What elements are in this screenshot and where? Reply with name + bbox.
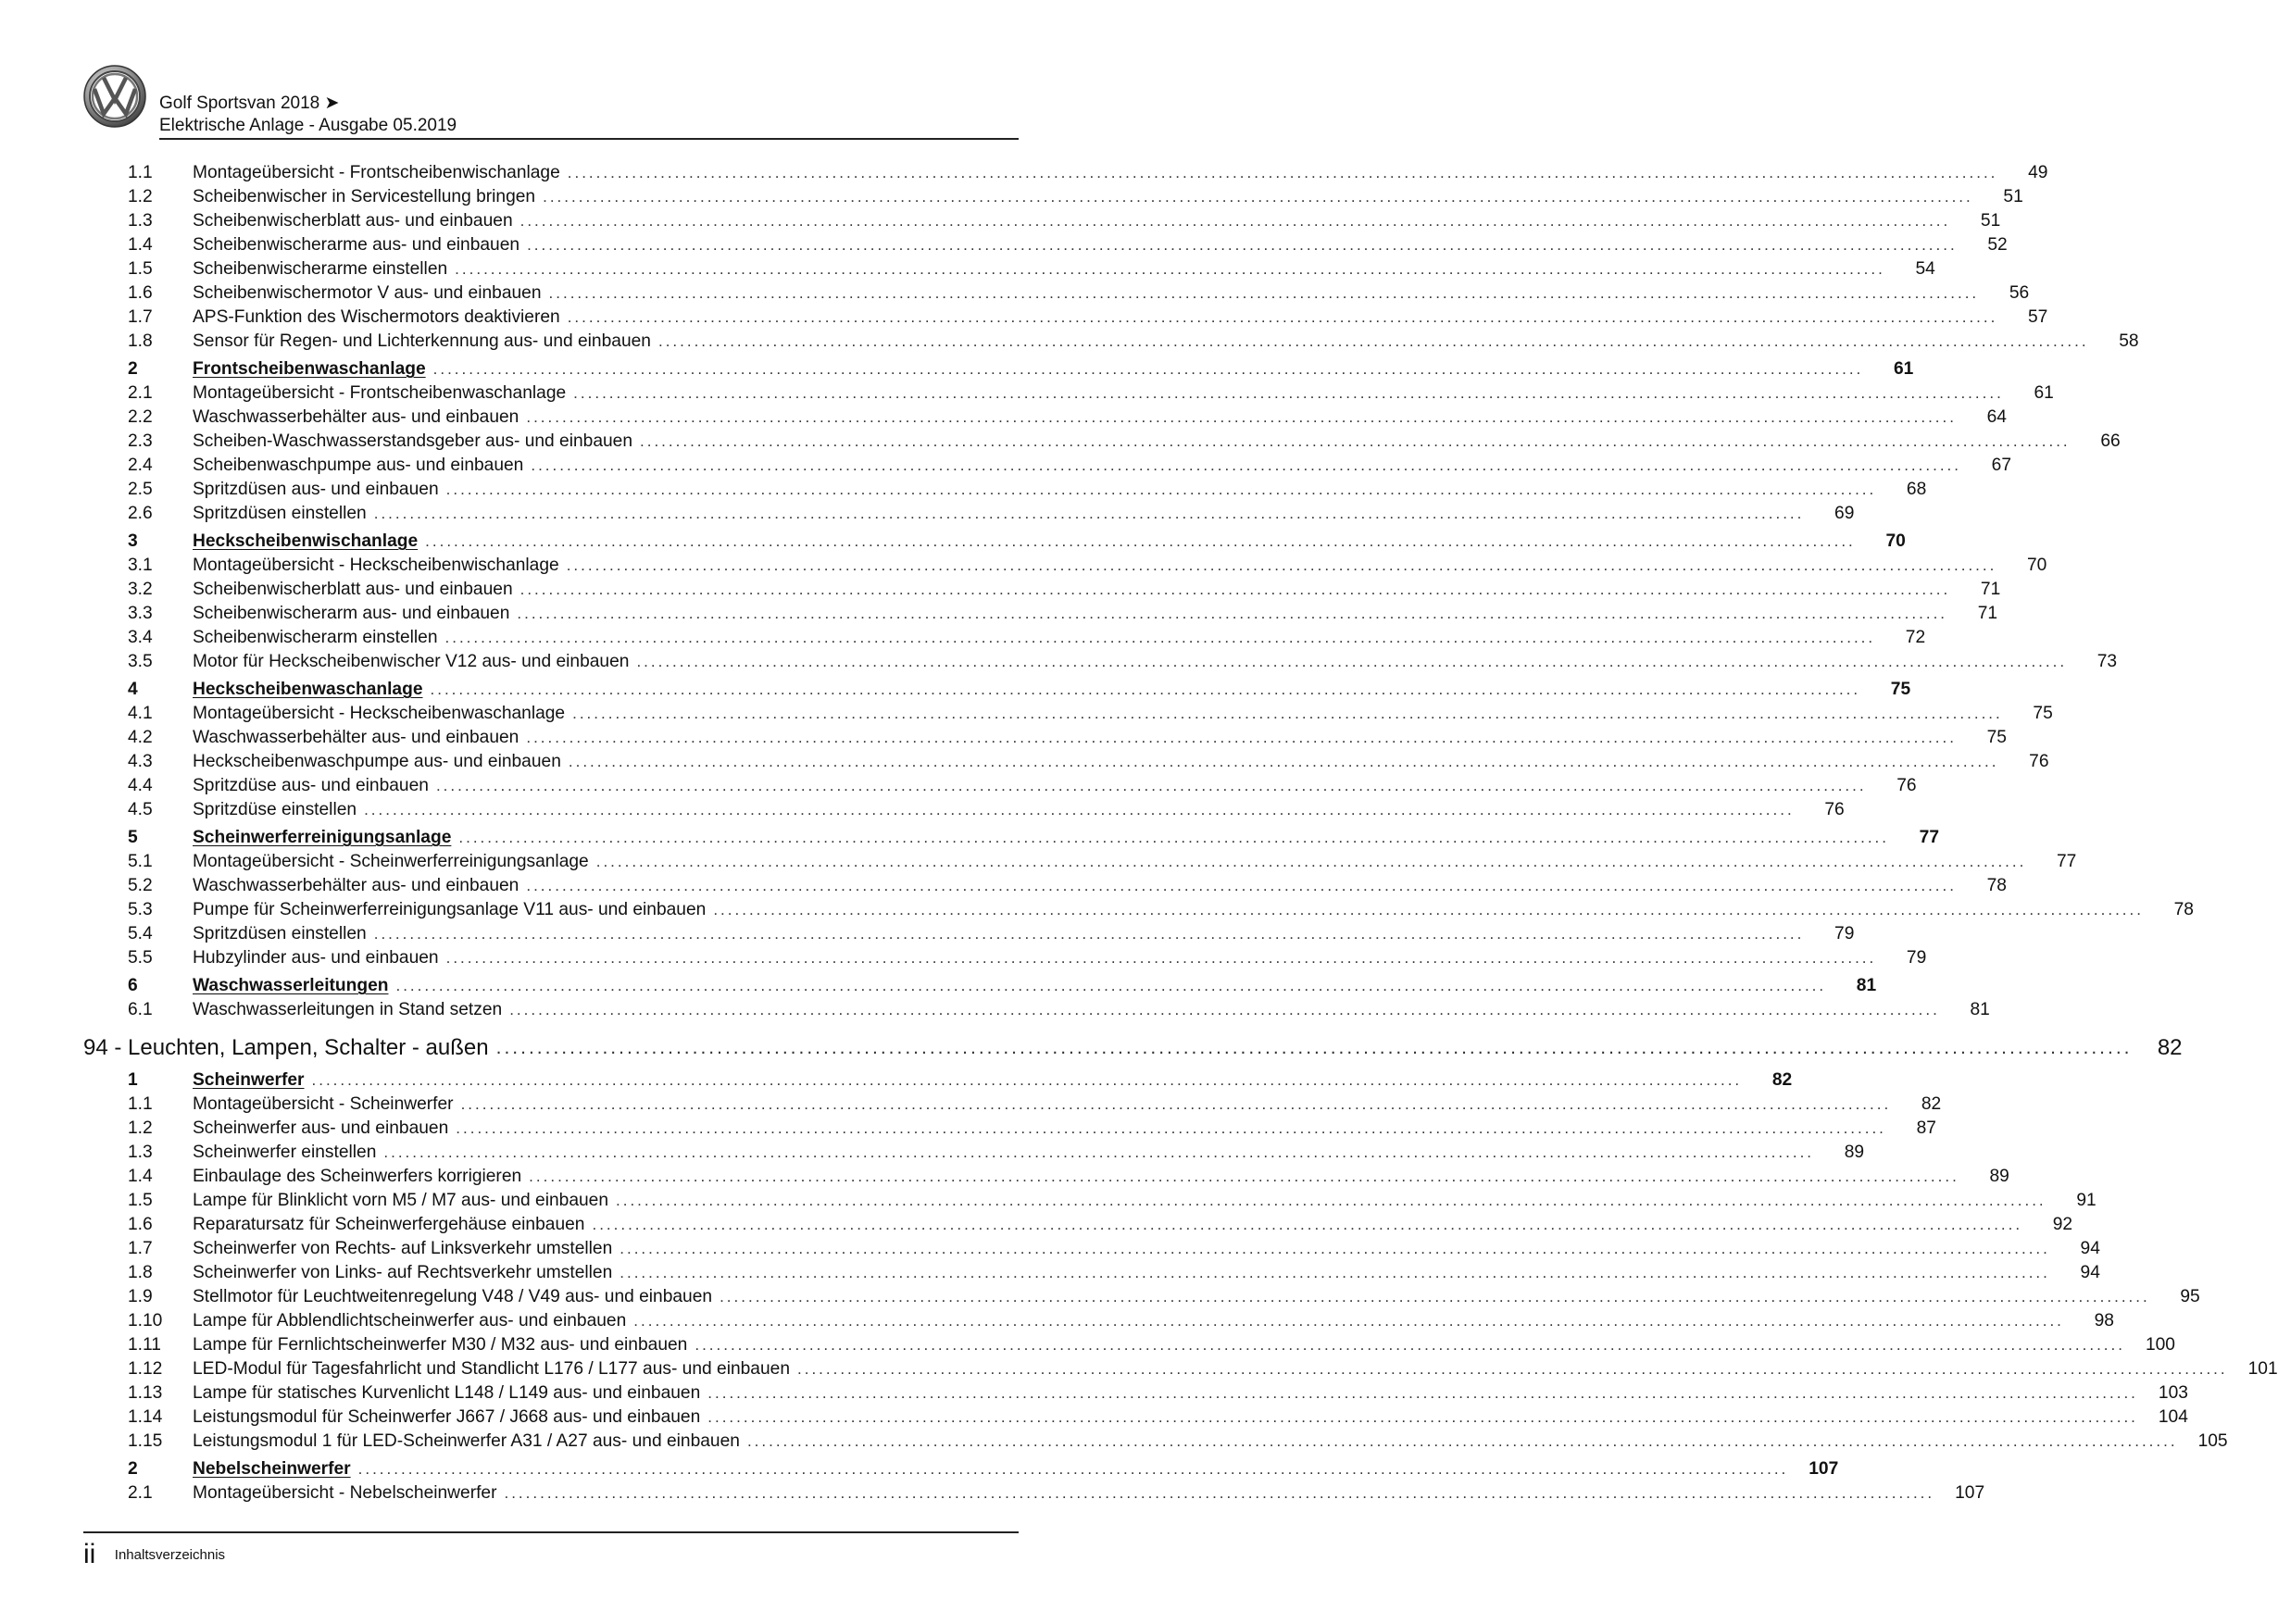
toc-item-row[interactable] <box>83 1381 2188 1405</box>
table-of-contents <box>83 161 2278 1505</box>
toc-page-number: 101 <box>2247 1359 2278 1379</box>
toc-dot-leader: ........................................................................................................................................................................................................ <box>456 1119 1886 1137</box>
toc-dot-leader: ........................................................................................................................................................................................................ <box>445 949 1877 967</box>
toc-dot-leader: ........................................................................................................................................................................................................ <box>455 260 1885 278</box>
toc-page-number: 79 <box>1906 948 1927 968</box>
toc-title: Spritzdüsen einstellen <box>193 924 367 943</box>
toc-dot-leader: ........................................................................................................................................................................................................ <box>720 1288 2150 1305</box>
toc-page-number: 77 <box>1919 828 1940 847</box>
toc-title: Montageübersicht - Scheinwerferreinigungsanlage <box>193 852 589 871</box>
header-model: Golf Sportsvan 2018 ➤ <box>159 94 340 113</box>
toc-number: 1.7 <box>128 1239 153 1258</box>
toc-page-number: 49 <box>2028 163 2048 182</box>
toc-title: Heckscheibenwaschanlage <box>193 680 423 699</box>
toc-number: 2 <box>128 1459 138 1479</box>
toc-title: Leistungsmodul 1 für LED-Scheinwerfer A31 / A27 aus- und einbauen <box>193 1431 740 1451</box>
toc-title: Nebelscheinwerfer <box>193 1459 351 1479</box>
toc-section-row[interactable] <box>83 1068 1793 1093</box>
toc-item-row[interactable] <box>83 1093 1942 1117</box>
toc-title: Spritzdüse aus- und einbauen <box>193 776 429 795</box>
toc-title: Lampe für statisches Kurvenlicht L148 / L149 aus- und einbauen <box>193 1383 701 1403</box>
toc-dot-leader: ........................................................................................................................................................................................................ <box>435 777 1867 794</box>
toc-title: Scheinwerfer <box>193 1070 305 1090</box>
toc-page-number: 73 <box>2097 652 2118 671</box>
toc-title: Spritzdüse einstellen <box>193 800 357 819</box>
toc-page-number: 91 <box>2076 1191 2097 1210</box>
toc-title: Scheibenwischerarme einstellen <box>193 259 448 279</box>
toc-item-row[interactable] <box>83 1165 2009 1189</box>
toc-title: Scheibenwischer in Servicestellung bringen <box>193 187 536 206</box>
toc-item-row[interactable] <box>83 578 2001 602</box>
toc-item-row[interactable] <box>83 874 2007 898</box>
toc-page-number: 76 <box>2029 752 2049 771</box>
toc-number: 4.5 <box>128 800 153 819</box>
toc-dot-leader: ........................................................................................................................................................................................................ <box>527 236 1958 254</box>
toc-number: 3.4 <box>128 628 153 647</box>
toc-dot-leader: ........................................................................................................................................................................................................ <box>592 1216 2023 1233</box>
toc-dot-leader: ........................................................................................................................................................................................................ <box>526 408 1957 426</box>
toc-title: Scheibenwischerblatt aus- und einbauen <box>193 211 513 231</box>
toc-item-row[interactable] <box>83 478 1927 502</box>
toc-number: 1.6 <box>128 283 153 303</box>
toc-number: 1.9 <box>128 1287 153 1306</box>
toc-title: Scheinwerfer einstellen <box>193 1143 377 1162</box>
toc-title: Einbaulage des Scheinwerfers korrigieren <box>193 1167 522 1186</box>
toc-title: 94 - Leuchten, Lampen, Schalter - außen <box>83 1035 489 1060</box>
toc-dot-leader: ........................................................................................................................................................................................................ <box>430 681 1861 698</box>
toc-number: 1.5 <box>128 1191 153 1210</box>
toc-title: Scheinwerferreinigungsanlage <box>193 828 452 847</box>
toc-title: Waschwasserbehälter aus- und einbauen <box>193 876 519 895</box>
toc-page-number: 100 <box>2145 1335 2175 1355</box>
toc-item-row[interactable] <box>83 1189 2097 1213</box>
toc-dot-leader: ........................................................................................................................................................................................................ <box>573 384 2004 402</box>
toc-item-row[interactable] <box>83 602 1998 626</box>
toc-title: Heckscheibenwischanlage <box>193 531 419 551</box>
toc-number: 3 <box>128 531 138 551</box>
toc-dot-leader: ........................................................................................................................................................................................................ <box>444 629 1876 646</box>
toc-item-row[interactable] <box>83 330 2139 354</box>
toc-dot-leader: ........................................................................................................................................................................................................ <box>595 853 2027 870</box>
toc-dot-leader: ........................................................................................................................................................................................................ <box>616 1192 2046 1209</box>
toc-number: 4.2 <box>128 728 153 747</box>
toc-section-row[interactable] <box>83 357 1914 381</box>
toc-number: 4.3 <box>128 752 153 771</box>
toc-item-row[interactable] <box>83 281 2030 306</box>
toc-item-row[interactable] <box>83 1481 1985 1505</box>
toc-page-number: 54 <box>1915 259 1935 279</box>
toc-title: Scheibenwaschpumpe aus- und einbauen <box>193 456 524 475</box>
toc-title: Stellmotor für Leuchtweitenregelung V48 / V49 aus- und einbauen <box>193 1287 713 1306</box>
toc-dot-leader: ........................................................................................................................................................................................................ <box>620 1240 2050 1257</box>
toc-dot-leader: ........................................................................................................................................................................................................ <box>495 1037 2133 1058</box>
toc-page-number: 58 <box>2119 331 2139 351</box>
toc-item-row[interactable] <box>83 502 1855 526</box>
toc-item-row[interactable] <box>83 702 2053 726</box>
toc-section-row[interactable] <box>83 530 1906 554</box>
toc-number: 3.5 <box>128 652 153 671</box>
toc-title: Montageübersicht - Frontscheibenwaschanlage <box>193 383 567 403</box>
toc-dot-leader: ........................................................................................................................................................................................................ <box>383 1143 1815 1161</box>
toc-page-number: 76 <box>1824 800 1845 819</box>
header-divider <box>159 138 1019 140</box>
toc-number: 1.8 <box>128 1263 153 1282</box>
header-edition: Elektrische Anlage - Ausgabe 05.2019 <box>159 116 457 135</box>
toc-item-row[interactable] <box>83 161 2048 185</box>
toc-page-number: 68 <box>1906 480 1927 499</box>
toc-page-number: 89 <box>1844 1143 1865 1162</box>
toc-number: 1.12 <box>128 1359 163 1379</box>
toc-title: Sensor für Regen- und Lichterkennung aus- und einbauen <box>193 331 651 351</box>
toc-number: 3.1 <box>128 556 153 575</box>
toc-number: 1.15 <box>128 1431 163 1451</box>
toc-title: Lampe für Blinklicht vorn M5 / M7 aus- und einbauen <box>193 1191 609 1210</box>
toc-dot-leader: ........................................................................................................................................................................................................ <box>695 1336 2125 1354</box>
toc-number: 6 <box>128 976 138 995</box>
toc-number: 5.3 <box>128 900 153 919</box>
toc-page-number: 64 <box>1986 407 2007 427</box>
toc-item-row[interactable] <box>83 209 2001 233</box>
toc-number: 1.13 <box>128 1383 163 1403</box>
toc-number: 1.4 <box>128 1167 153 1186</box>
toc-dot-leader: ........................................................................................................................................................................................................ <box>657 332 2089 350</box>
toc-item-row[interactable] <box>83 185 2023 209</box>
toc-page-number: 71 <box>1980 580 2001 599</box>
toc-dot-leader: ........................................................................................................................................................................................................ <box>458 829 1890 846</box>
toc-dot-leader: ........................................................................................................................................................................................................ <box>543 188 1973 206</box>
toc-page-number: 51 <box>2003 187 2023 206</box>
toc-page-number: 67 <box>1991 456 2011 475</box>
toc-item-row[interactable] <box>83 233 2008 257</box>
toc-title: Hubzylinder aus- und einbauen <box>193 948 439 968</box>
toc-page-number: 51 <box>1980 211 2001 231</box>
toc-dot-leader: ........................................................................................................................................................................................................ <box>526 877 1957 894</box>
toc-page-number: 82 <box>1921 1094 1942 1114</box>
toc-page-number: 104 <box>2158 1407 2188 1427</box>
toc-section-row[interactable] <box>83 1457 1839 1481</box>
toc-dot-leader: ........................................................................................................................................................................................................ <box>373 505 1805 522</box>
toc-item-row[interactable] <box>83 650 2118 674</box>
toc-title: Reparatursatz für Scheinwerfergehäuse einbauen <box>193 1215 585 1234</box>
toc-page-number: 98 <box>2094 1311 2114 1330</box>
toc-page-number: 94 <box>2080 1263 2100 1282</box>
toc-number: 2.1 <box>128 1483 153 1503</box>
toc-page-number: 81 <box>1856 976 1877 995</box>
toc-dot-leader: ........................................................................................................................................................................................................ <box>567 164 1998 181</box>
toc-dot-leader: ........................................................................................................................................................................................................ <box>633 1312 2064 1330</box>
toc-title: Scheibenwischerarm aus- und einbauen <box>193 604 510 623</box>
toc-title: Scheinwerfer von Links- auf Rechtsverkehr umstellen <box>193 1263 613 1282</box>
toc-number: 1.4 <box>128 235 153 255</box>
toc-title: Spritzdüsen einstellen <box>193 504 367 523</box>
toc-page-number: 70 <box>2027 556 2047 575</box>
toc-item-row[interactable] <box>83 750 2049 774</box>
toc-dot-leader: ........................................................................................................................................................................................................ <box>640 432 2071 450</box>
toc-number: 5.2 <box>128 876 153 895</box>
toc-page-number: 107 <box>1955 1483 1985 1503</box>
toc-section-row[interactable] <box>83 826 1940 850</box>
toc-number: 1.2 <box>128 187 153 206</box>
toc-dot-leader: ........................................................................................................................................................................................................ <box>636 653 2068 670</box>
toc-item-row[interactable] <box>83 1213 2073 1237</box>
toc-page-number: 52 <box>1987 235 2008 255</box>
toc-item-row[interactable] <box>83 1117 1936 1141</box>
toc-title: Pumpe für Scheinwerferreinigungsanlage V11 aus- und einbauen <box>193 900 707 919</box>
toc-chapter-row[interactable] <box>83 1031 2183 1065</box>
page-footer <box>83 1539 225 1576</box>
toc-item-row[interactable] <box>83 774 1917 798</box>
toc-title: Waschwasserbehälter aus- und einbauen <box>193 728 519 747</box>
toc-title: Frontscheibenwaschanlage <box>193 359 426 379</box>
toc-title: Lampe für Fernlichtscheinwerfer M30 / M32 aus- und einbauen <box>193 1335 688 1355</box>
toc-dot-leader: ........................................................................................................................................................................................................ <box>395 977 1827 994</box>
toc-item-row[interactable] <box>83 1357 2278 1381</box>
toc-number: 1.8 <box>128 331 153 351</box>
toc-number: 1.2 <box>128 1118 153 1138</box>
toc-title: LED-Modul für Tagesfahrlicht und Standlicht L176 / L177 aus- und einbauen <box>193 1359 790 1379</box>
toc-page-number: 87 <box>1916 1118 1936 1138</box>
toc-dot-leader: ........................................................................................................................................................................................................ <box>531 456 1961 474</box>
toc-number: 1.1 <box>128 163 153 182</box>
toc-page-number: 78 <box>1986 876 2007 895</box>
toc-number: 1.3 <box>128 211 153 231</box>
toc-page-number: 92 <box>2052 1215 2073 1234</box>
toc-title: Scheiben-Waschwasserstandsgeber aus- und einbauen <box>193 431 633 451</box>
page-header <box>83 65 1019 139</box>
toc-title: Motor für Heckscheibenwischer V12 aus- und einbauen <box>193 652 630 671</box>
toc-title: Montageübersicht - Frontscheibenwischanlage <box>193 163 560 182</box>
toc-dot-leader: ........................................................................................................................................................................................................ <box>519 581 1951 598</box>
toc-title: Montageübersicht - Scheinwerfer <box>193 1094 454 1114</box>
toc-dot-leader: ........................................................................................................................................................................................................ <box>707 1408 2138 1426</box>
toc-page-number: 89 <box>1989 1167 2009 1186</box>
toc-section-row[interactable] <box>83 678 1911 702</box>
toc-title: Montageübersicht - Nebelscheinwerfer <box>193 1483 497 1503</box>
toc-item-row[interactable] <box>83 1430 2228 1454</box>
toc-section-row[interactable] <box>83 974 1877 998</box>
toc-page-number: 70 <box>1885 531 1906 551</box>
toc-title: Waschwasserleitungen <box>193 976 389 995</box>
toc-item-row[interactable] <box>83 850 2077 874</box>
toc-dot-leader: ........................................................................................................................................................................................................ <box>504 1484 1935 1502</box>
toc-item-row[interactable] <box>83 626 1926 650</box>
toc-page-number: 82 <box>1771 1070 1793 1090</box>
toc-page-number: 56 <box>2009 283 2030 303</box>
toc-number: 2.4 <box>128 456 153 475</box>
toc-title: Waschwasserleitungen in Stand setzen <box>193 1000 503 1019</box>
toc-page-number: 75 <box>1890 680 1911 699</box>
toc-dot-leader: ........................................................................................................................................................................................................ <box>572 705 2003 722</box>
toc-number: 1 <box>128 1070 138 1090</box>
toc-title: Montageübersicht - Heckscheibenwischanlage <box>193 556 559 575</box>
toc-dot-leader: ........................................................................................................................................................................................................ <box>797 1360 2228 1378</box>
toc-title: Heckscheibenwaschpumpe aus- und einbauen <box>193 752 561 771</box>
toc-number: 1.1 <box>128 1094 153 1114</box>
toc-dot-leader: ........................................................................................................................................................................................................ <box>509 1001 1940 1018</box>
toc-item-row[interactable] <box>83 306 2048 330</box>
toc-dot-leader: ........................................................................................................................................................................................................ <box>548 284 1980 302</box>
toc-dot-leader: ........................................................................................................................................................................................................ <box>620 1264 2050 1281</box>
toc-item-row[interactable] <box>83 998 1990 1022</box>
toc-page-number: 57 <box>2028 307 2048 327</box>
toc-page-number: 103 <box>2158 1383 2188 1403</box>
toc-page-number: 107 <box>1809 1459 1839 1479</box>
toc-dot-leader: ........................................................................................................................................................................................................ <box>567 308 1998 326</box>
toc-page-number: 75 <box>2033 704 2053 723</box>
toc-dot-leader: ........................................................................................................................................................................................................ <box>432 360 1864 378</box>
toc-dot-leader: ........................................................................................................................................................................................................ <box>311 1071 1743 1089</box>
toc-dot-leader: ........................................................................................................................................................................................................ <box>357 1460 1789 1478</box>
toc-dot-leader: ........................................................................................................................................................................................................ <box>526 729 1957 746</box>
toc-title: Scheinwerfer aus- und einbauen <box>193 1118 449 1138</box>
toc-page-number: 75 <box>1986 728 2007 747</box>
toc-item-row[interactable] <box>83 726 2007 750</box>
toc-number: 2 <box>128 359 138 379</box>
toc-number: 5 <box>128 828 138 847</box>
toc-dot-leader: ........................................................................................................................................................................................................ <box>425 532 1856 550</box>
toc-item-row[interactable] <box>83 946 1927 970</box>
toc-page-number: 61 <box>1893 359 1914 379</box>
toc-page-number: 66 <box>2100 431 2121 451</box>
toc-page-number: 69 <box>1834 504 1855 523</box>
toc-number: 5.5 <box>128 948 153 968</box>
toc-number: 4.4 <box>128 776 153 795</box>
toc-dot-leader: ........................................................................................................................................................................................................ <box>364 801 1795 818</box>
toc-page-number: 76 <box>1896 776 1917 795</box>
toc-title: Scheibenwischerarme aus- und einbauen <box>193 235 520 255</box>
toc-number: 4.1 <box>128 704 153 723</box>
toc-title: Spritzdüsen aus- und einbauen <box>193 480 439 499</box>
toc-page-number: 94 <box>2080 1239 2100 1258</box>
toc-number: 1.7 <box>128 307 153 327</box>
toc-item-row[interactable] <box>83 898 2194 922</box>
toc-dot-leader: ........................................................................................................................................................................................................ <box>568 753 1999 770</box>
toc-item-row[interactable] <box>83 798 1845 822</box>
toc-number: 4 <box>128 680 138 699</box>
toc-item-row[interactable] <box>83 406 2007 430</box>
toc-item-row[interactable] <box>83 1261 2100 1285</box>
toc-number: 1.10 <box>128 1311 163 1330</box>
toc-page-number: 71 <box>1977 604 1998 623</box>
toc-dot-leader: ........................................................................................................................................................................................................ <box>519 212 1951 230</box>
toc-page-number: 105 <box>2197 1431 2228 1451</box>
toc-page-number: 61 <box>2034 383 2054 403</box>
toc-item-row[interactable] <box>83 257 1935 281</box>
toc-page-number: 79 <box>1834 924 1855 943</box>
toc-item-row[interactable] <box>83 1309 2114 1333</box>
toc-dot-leader: ........................................................................................................................................................................................................ <box>707 1384 2138 1402</box>
toc-dot-leader: ........................................................................................................................................................................................................ <box>445 481 1877 498</box>
vw-logo-icon <box>83 65 146 128</box>
toc-item-row[interactable] <box>83 381 2054 406</box>
toc-item-row[interactable] <box>83 430 2121 454</box>
footer-divider <box>83 1531 1019 1533</box>
toc-title: Scheibenwischerarm einstellen <box>193 628 438 647</box>
toc-page-number: 81 <box>1970 1000 1990 1019</box>
toc-page-number: 95 <box>2180 1287 2200 1306</box>
toc-page-number: 78 <box>2173 900 2194 919</box>
toc-number: 5.1 <box>128 852 153 871</box>
footer-label: Inhaltsverzeichnis <box>114 1546 226 1563</box>
toc-number: 3.2 <box>128 580 153 599</box>
toc-dot-leader: ........................................................................................................................................................................................................ <box>566 556 1997 574</box>
toc-item-row[interactable] <box>83 1237 2100 1261</box>
toc-title: Scheinwerfer von Rechts- auf Linksverkehr umstellen <box>193 1239 613 1258</box>
toc-number: 2.5 <box>128 480 153 499</box>
toc-number: 2.3 <box>128 431 153 451</box>
toc-title: Montageübersicht - Heckscheibenwaschanlage <box>193 704 566 723</box>
toc-number: 1.6 <box>128 1215 153 1234</box>
toc-number: 6.1 <box>128 1000 153 1019</box>
toc-number: 5.4 <box>128 924 153 943</box>
toc-number: 1.3 <box>128 1143 153 1162</box>
toc-title: Lampe für Abblendlichtscheinwerfer aus- und einbauen <box>193 1311 627 1330</box>
toc-dot-leader: ........................................................................................................................................................................................................ <box>460 1095 1892 1113</box>
toc-item-row[interactable] <box>83 1141 1865 1165</box>
toc-page-number: 72 <box>1905 628 1926 647</box>
toc-dot-leader: ........................................................................................................................................................................................................ <box>746 1432 2178 1450</box>
toc-number: 2.1 <box>128 383 153 403</box>
toc-number: 3.3 <box>128 604 153 623</box>
toc-number: 2.6 <box>128 504 153 523</box>
toc-title: APS-Funktion des Wischermotors deaktivieren <box>193 307 560 327</box>
toc-item-row[interactable] <box>83 554 2047 578</box>
toc-item-row[interactable] <box>83 1405 2188 1430</box>
toc-page-number: 82 <box>2157 1035 2183 1060</box>
toc-dot-leader: ........................................................................................................................................................................................................ <box>713 901 2144 918</box>
footer-page-number: ii <box>83 1539 96 1569</box>
toc-title: Leistungsmodul für Scheinwerfer J667 / J668 aus- und einbauen <box>193 1407 701 1427</box>
toc-item-row[interactable] <box>83 454 2011 478</box>
toc-page-number: 77 <box>2057 852 2077 871</box>
toc-number: 1.14 <box>128 1407 163 1427</box>
toc-item-row[interactable] <box>83 1333 2175 1357</box>
toc-item-row[interactable] <box>83 1285 2200 1309</box>
toc-dot-leader: ........................................................................................................................................................................................................ <box>373 925 1805 943</box>
toc-item-row[interactable] <box>83 922 1855 946</box>
toc-title: Scheibenwischermotor V aus- und einbauen <box>193 283 542 303</box>
toc-number: 1.5 <box>128 259 153 279</box>
toc-title: Scheibenwischerblatt aus- und einbauen <box>193 580 513 599</box>
toc-title: Waschwasserbehälter aus- und einbauen <box>193 407 519 427</box>
toc-number: 2.2 <box>128 407 153 427</box>
toc-dot-leader: ........................................................................................................................................................................................................ <box>529 1168 1959 1185</box>
header-title-block <box>159 93 457 137</box>
toc-number: 1.11 <box>128 1335 161 1355</box>
toc-dot-leader: ........................................................................................................................................................................................................ <box>517 605 1948 622</box>
